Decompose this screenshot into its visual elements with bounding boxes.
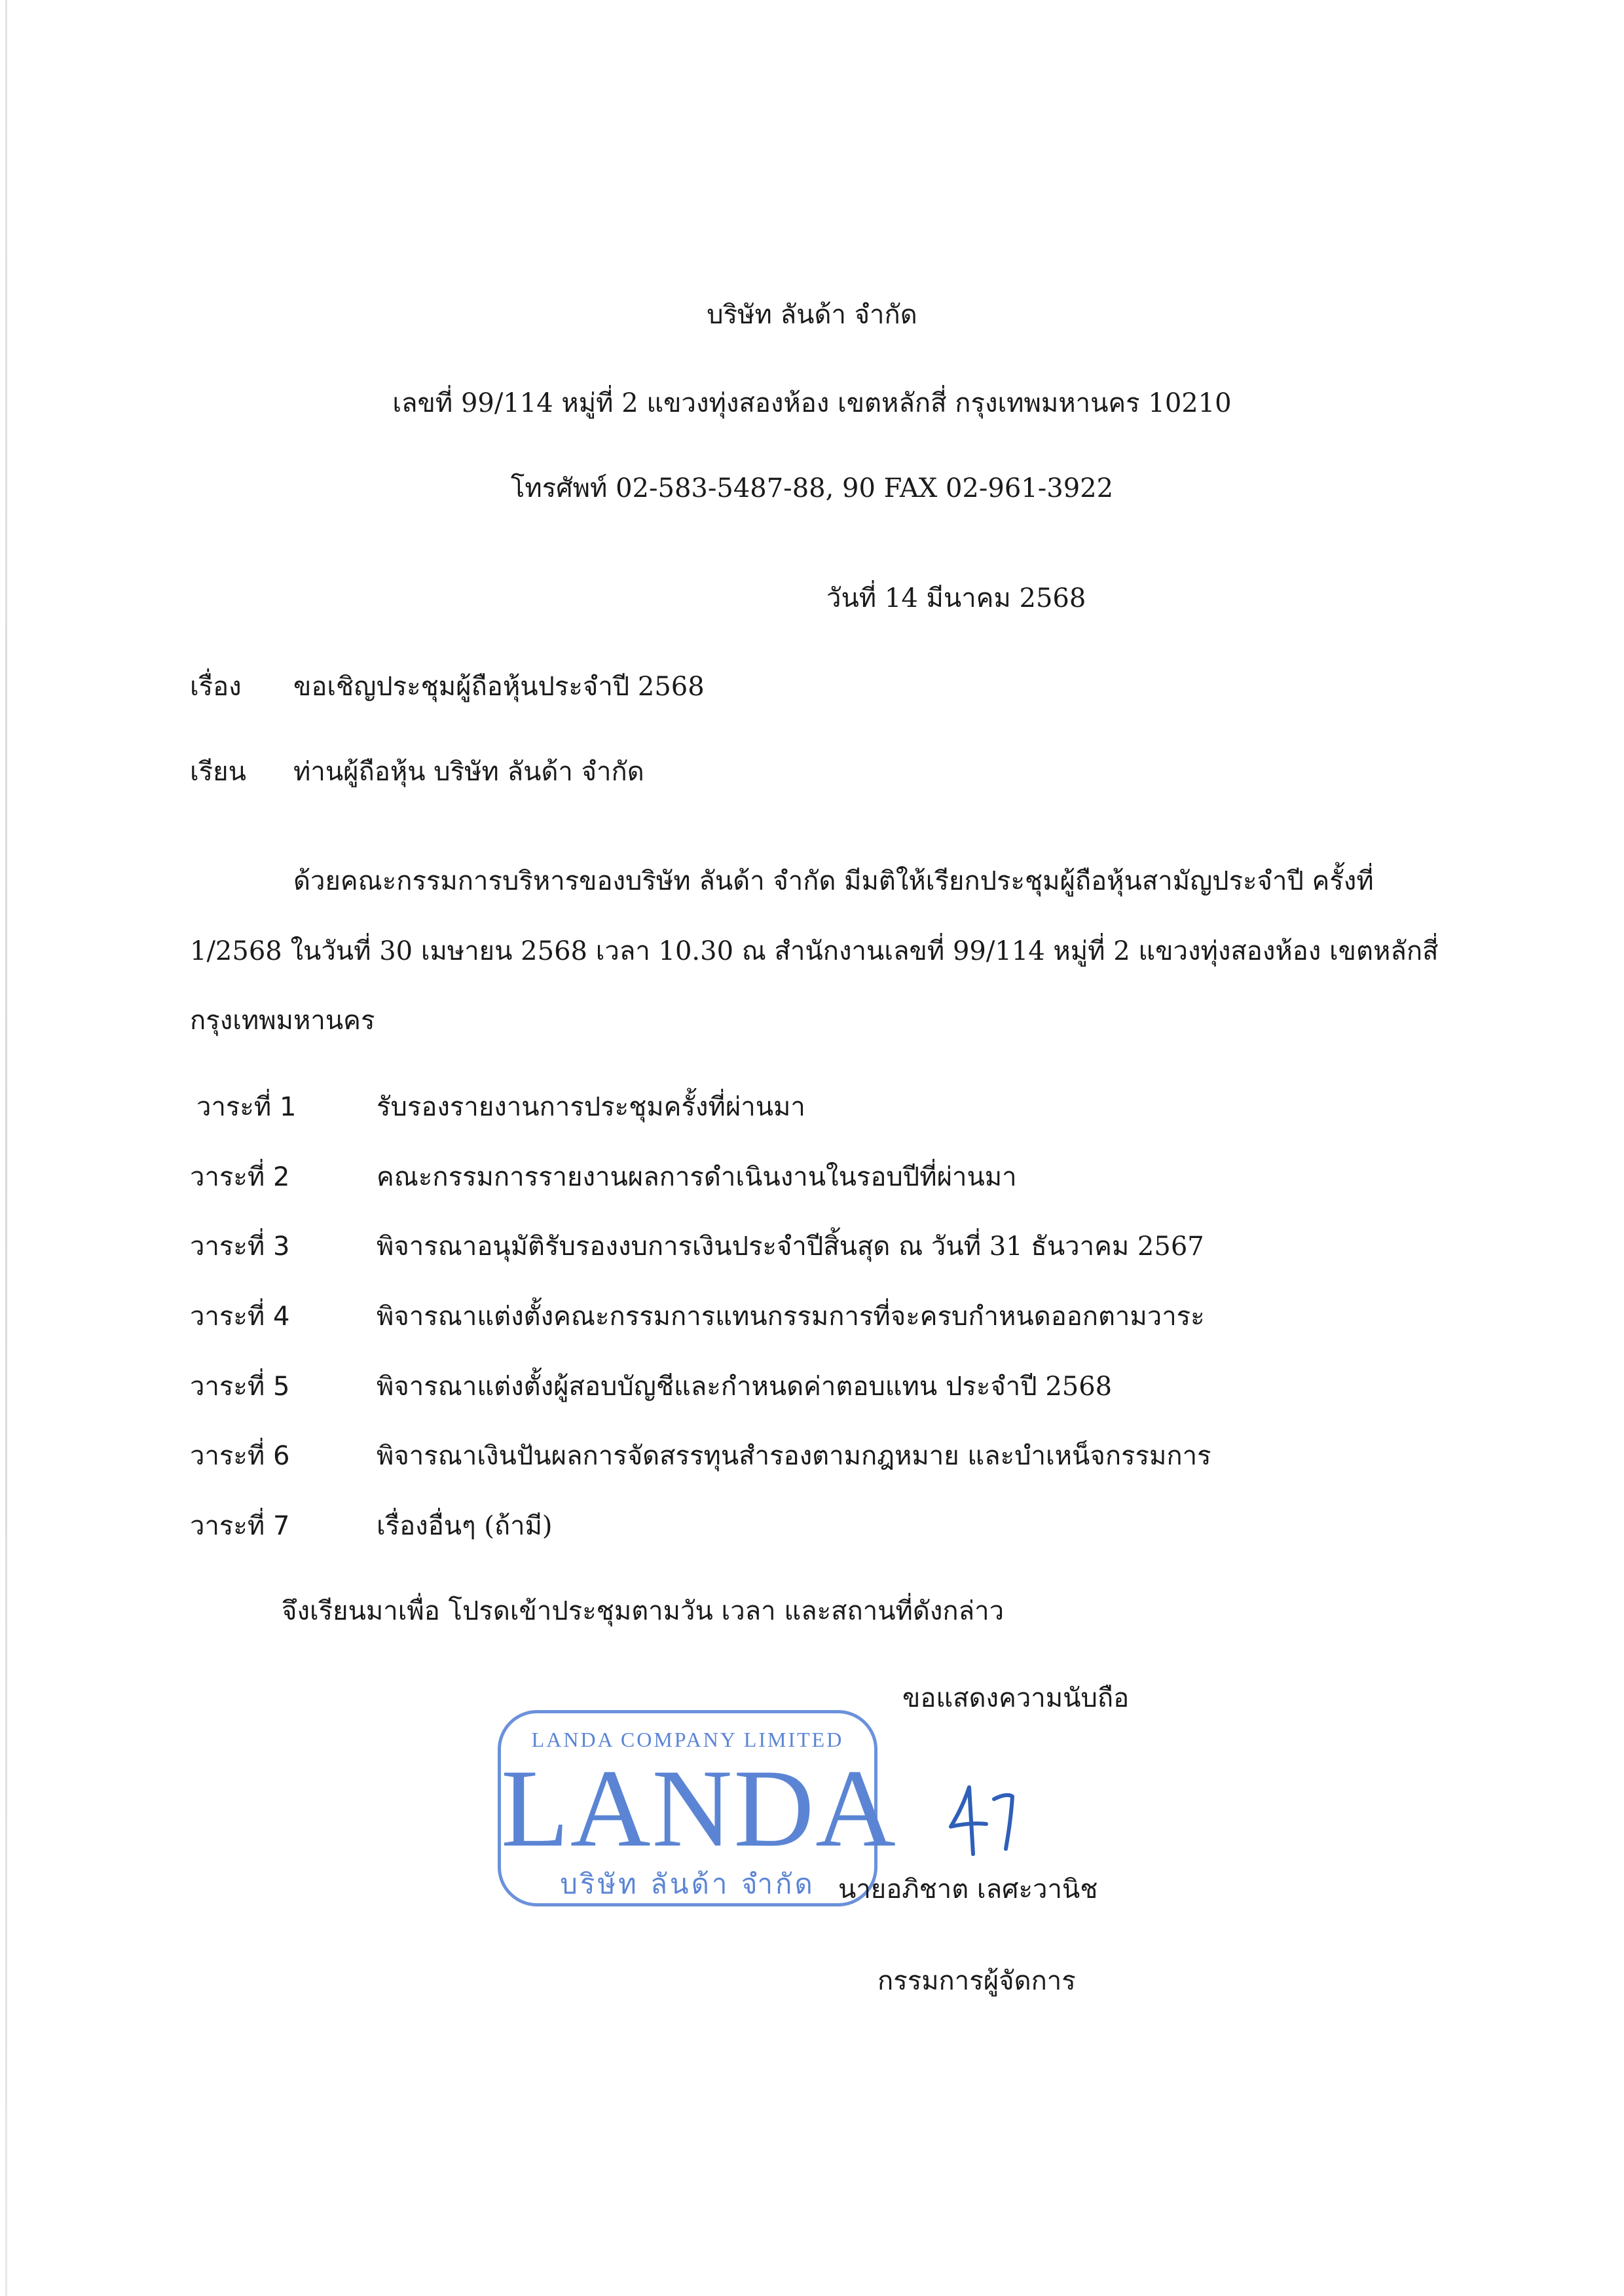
- stamp-company-thai: บริษัท ลันด้า จำกัด: [560, 1868, 815, 1900]
- subject-text: ขอเชิญประชุมผู้ถือหุ้นประจำปี 2568: [293, 672, 705, 702]
- agenda-item-3-number: วาระที่ 3: [190, 1231, 290, 1262]
- agenda-item-6-number: วาระที่ 6: [190, 1441, 290, 1471]
- signer-title: กรรมการผู้จัดการ: [877, 1966, 1076, 1996]
- company-address: เลขที่ 99/114 หมู่ที่ 2 แขวงทุ่งสองห้อง เขตหลักสี่ กรุงเทพมหานคร 10210: [392, 388, 1232, 418]
- agenda-item-4-text: พิจารณาแต่งตั้งคณะกรรมการแทนกรรมการที่จะครบกำหนดออกตามวาระ: [377, 1302, 1205, 1332]
- agenda-item-1-text: รับรองรายงานการประชุมครั้งที่ผ่านมา: [377, 1092, 805, 1122]
- recipient-text: ท่านผู้ถือหุ้น บริษัท ลันด้า จำกัด: [293, 757, 644, 787]
- stamp-company-english: LANDA COMPANY LIMITED: [531, 1728, 844, 1751]
- company-name: บริษัท ลันด้า จำกัด: [707, 300, 917, 330]
- body-line-2: 1/2568 ในวันที่ 30 เมษายน 2568 เวลา 10.30 ณ สำนักงานเลขที่ 99/114 หมู่ที่ 2 แขวงทุ่งสองห้อง เขตหลักสี่: [190, 936, 1439, 966]
- stamp-logo-text: LANDA: [501, 1747, 897, 1870]
- salutation: ขอแสดงความนับถือ: [902, 1683, 1130, 1713]
- closing-sentence: จึงเรียนมาเพื่อ โปรดเข้าประชุมตามวัน เวลา และสถานที่ดังกล่าว: [282, 1596, 1005, 1626]
- agenda-item-3-text: พิจารณาอนุมัติรับรองงบการเงินประจำปีสิ้นสุด ณ วันที่ 31 ธันวาคม 2567: [377, 1231, 1204, 1262]
- agenda-item-7-number: วาระที่ 7: [190, 1511, 290, 1541]
- recipient-label: เรียน: [190, 757, 246, 787]
- agenda-item-5-number: วาระที่ 5: [190, 1372, 290, 1402]
- handwritten-signature: [943, 1781, 1028, 1859]
- scan-edge-shadow: [5, 0, 7, 2296]
- company-stamp: [498, 1710, 897, 1906]
- body-line-1: ด้วยคณะกรรมการบริหารของบริษัท ลันด้า จำกัด มีมติให้เรียกประชุมผู้ถือหุ้นสามัญประจำปี ครั้งที่: [293, 866, 1374, 896]
- agenda-item-2-text: คณะกรรมการรายงานผลการดำเนินงานในรอบปีที่ผ่านมา: [377, 1162, 1017, 1192]
- agenda-item-1-number: วาระที่ 1: [196, 1092, 297, 1122]
- signer-name: นายอภิชาต เลศะวานิช: [838, 1874, 1098, 1904]
- agenda-item-5-text: พิจารณาแต่งตั้งผู้สอบบัญชีและกำหนดค่าตอบแทน ประจำปี 2568: [377, 1372, 1113, 1402]
- agenda-item-2-number: วาระที่ 2: [190, 1162, 290, 1192]
- agenda-item-6-text: พิจารณาเงินปันผลการจัดสรรทุนสำรองตามกฎหมาย และบำเหน็จกรรมการ: [377, 1441, 1211, 1471]
- agenda-item-7-text: เรื่องอื่นๆ (ถ้ามี): [377, 1511, 553, 1541]
- company-phone-fax: โทรศัพท์ 02-583-5487-88, 90 FAX 02-961-3922: [510, 473, 1114, 503]
- agenda-item-4-number: วาระที่ 4: [190, 1302, 290, 1332]
- body-line-3: กรุงเทพมหานคร: [190, 1006, 375, 1036]
- letter-date: วันที่ 14 มีนาคม 2568: [826, 583, 1086, 613]
- subject-label: เรื่อง: [190, 672, 242, 702]
